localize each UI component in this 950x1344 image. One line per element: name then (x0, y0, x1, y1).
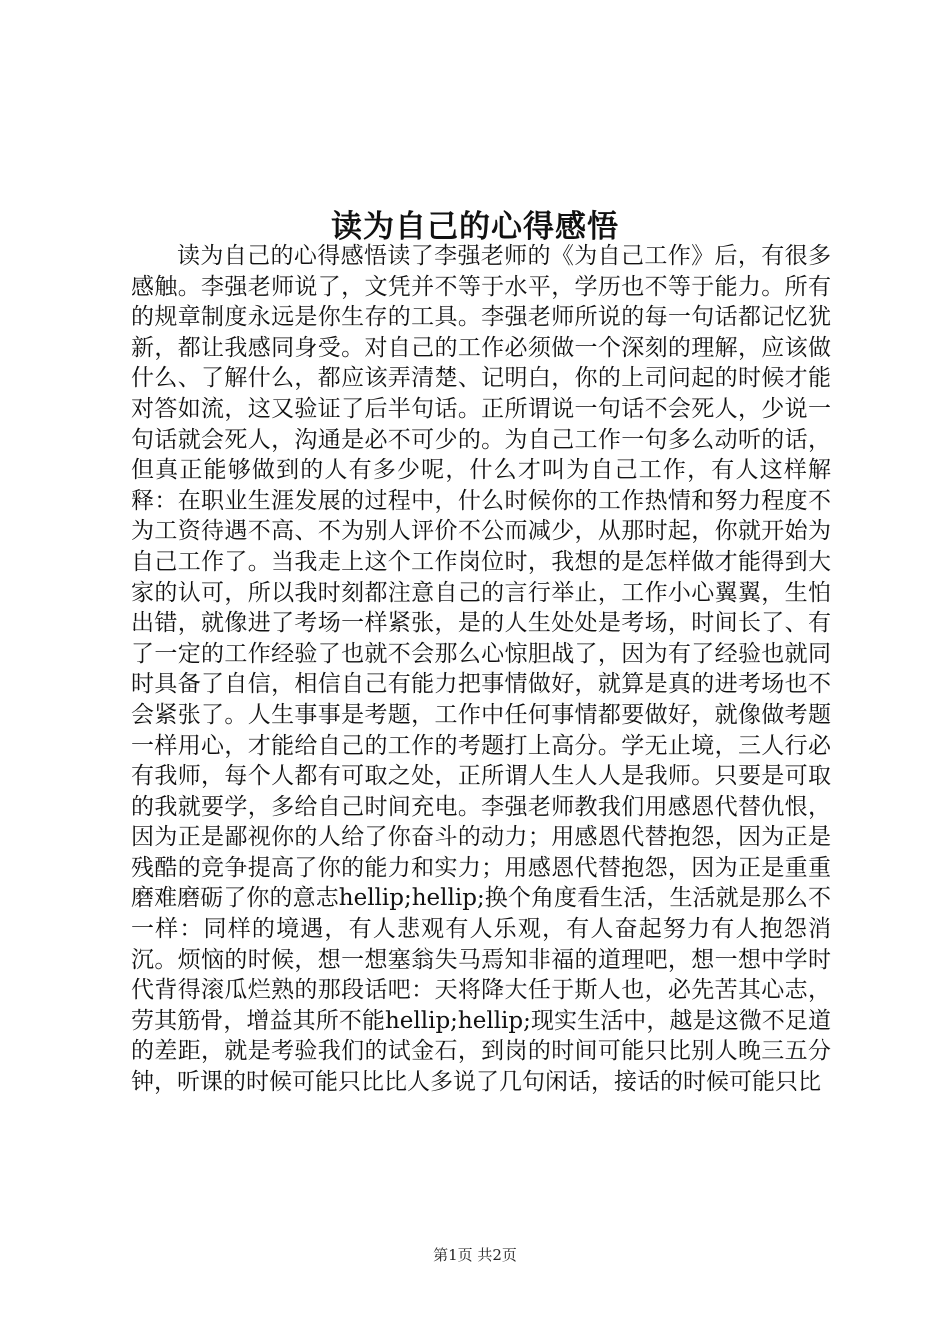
page-number-footer: 第1页 共2页 (433, 1246, 517, 1264)
body-paragraph: 读为自己的心得感悟读了李强老师的《为自己工作》后，有很多感触。李强老师说了，文凭并不等于水平，学历也不等于能力。所有的规章制度永远是你生存的工具。李强老师所说的每一句话都记忆犹新，都让我感同身受。对自己的工作必须做一个深刻的理解，应该做什么、了解什么，都应该弄清楚、记明白，你的上司问起的时候才能对答如流，这又验证了后半句话。正所谓说一句话不会死人，少说一句话就会死人，沟通是必不可少的。为自己工作一句多么动听的话，但真正能够做到的人有多少呢，什么才叫为自己工作，有人这样解释：在职业生涯发展的过程中，什么时候你的工作热情和努力程度不为工资待遇不高、不为别人评价不公而减少，从那时起，你就开始为自己工作了。当我走上这个工作岗位时，我想的是怎样做才能得到大家的认可，所以我时刻都注意自己的言行举止，工作小心翼翼，生怕出错，就像进了考场一样紧张，是的人生处处是考场，时间长了、有了一定的工作经验了也就不会那么心惊胆战了，因为有了经验也就同时具备了自信，相信自己有能力把事情做好，就算是真的进考场也不会紧张了。人生事事是考题，工作中任何事情都要做好，就像做考题一样用心，才能给自己的工作的考题打上高分。学无止境，三人行必有我师，每个人都有可取之处，正所谓人生人人是我师。只要是可取的我就要学，多给自己时间充电。李强老师教我们用感恩代替仇恨，因为正是鄙视你的人给了你奋斗的动力；用感恩代替抱怨，因为正是残酷的竞争提高了你的能力和实力；用感恩代替抱怨，因为正是重重磨难磨砺了你的意志hellip;hellip;换个角度看生活，生活就是那么不一样：同样的境遇，有人悲观有人乐观，有人奋起努力有人抱怨消沉。烦恼的时候，想一想塞翁失马焉知非福的道理吧，想一想中学时代背得滚瓜烂熟的那段话吧：天将降大任于斯人也，必先苦其心志，劳其筋骨，增益其所不能hellip;hellip;现实生活中，越是这微不足道的差距，就是考验我们的试金石，到岗的时间可能只比别人晚三五分钟，听课的时候可能只比比人多说了几句闲话，接话的时候可能只比 (131, 243, 831, 1096)
document-title: 读为自己的心得感悟 (331, 208, 619, 245)
